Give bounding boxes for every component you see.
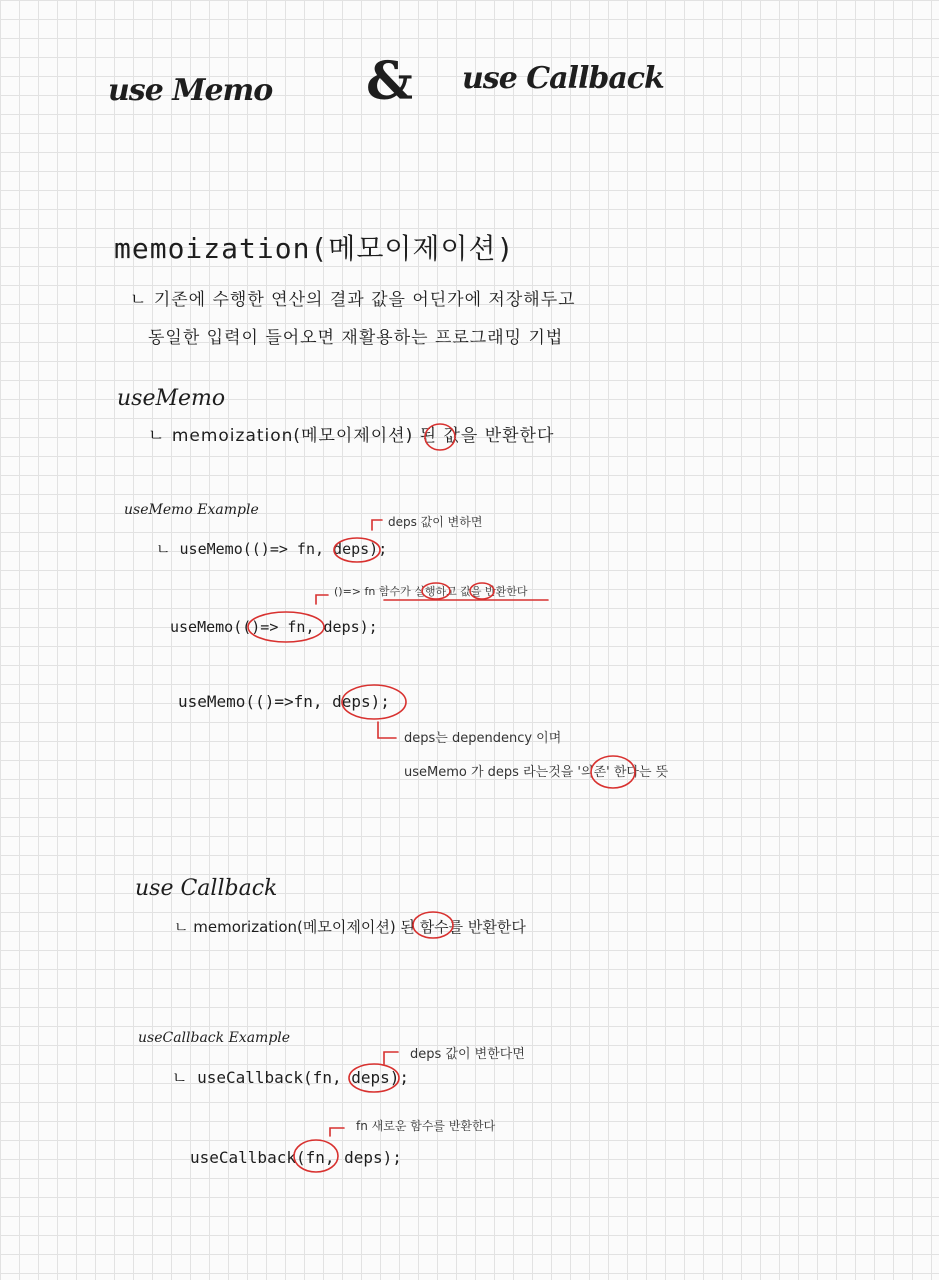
usememo-note-deps-line2: useMemo 가 deps 라는것을 '의존' 한다는 뜻 bbox=[404, 765, 669, 780]
title-usememo: use Memo bbox=[108, 73, 273, 108]
bracket-note-3 bbox=[378, 722, 396, 738]
usecallback-code-1: ㄴ useCallback(fn, deps); bbox=[172, 1068, 410, 1087]
usememo-code-3: useMemo(()=>fn, deps); bbox=[178, 692, 390, 711]
title-usecallback: use Callback bbox=[462, 61, 664, 96]
usememo-example-heading: useMemo Example bbox=[124, 502, 259, 518]
usecallback-desc: ㄴ memorization(메모이제이션) 된 함수를 반환한다 bbox=[174, 918, 526, 936]
circle-fn-cb bbox=[294, 1140, 338, 1172]
circle-deps-cb bbox=[349, 1064, 399, 1092]
circle-arrow-fn bbox=[248, 612, 324, 642]
circle-depend bbox=[591, 756, 635, 788]
usememo-code-1: ㄴ useMemo(()=> fn, deps); bbox=[156, 540, 388, 558]
usecallback-heading: use Callback bbox=[135, 876, 278, 901]
usememo-desc: ㄴ memoization(메모이제이션) 된 값을 반환한다 bbox=[148, 426, 555, 446]
title-ampersand: & bbox=[366, 51, 413, 112]
usecallback-code-2: useCallback(fn, deps); bbox=[190, 1148, 402, 1167]
memoization-heading: memoization(메모이제이션) bbox=[114, 232, 515, 265]
usememo-note-deps-change: deps 값이 변하면 bbox=[388, 515, 483, 529]
circle-function bbox=[413, 912, 453, 938]
bracket-cb-note-2 bbox=[330, 1128, 344, 1136]
circle-deps-3 bbox=[342, 685, 406, 719]
usecallback-note-new-fn: fn 새로운 함수를 반환한다 bbox=[356, 1119, 496, 1133]
usememo-heading: useMemo bbox=[117, 386, 226, 411]
bracket-note-1 bbox=[372, 520, 382, 530]
circle-run bbox=[422, 583, 450, 599]
usememo-note-fn-runs: ()=> fn 함수가 실행하고 값을 반환한다 bbox=[334, 585, 528, 598]
bracket-cb-note-1 bbox=[384, 1052, 398, 1064]
bracket-note-2 bbox=[316, 595, 328, 604]
usememo-code-2: useMemo(()=> fn, deps); bbox=[170, 618, 378, 636]
usecallback-note-deps-change: deps 값이 변한다면 bbox=[410, 1047, 525, 1062]
circle-value bbox=[425, 424, 455, 450]
circle-return bbox=[470, 583, 494, 599]
usecallback-example-heading: useCallback Example bbox=[138, 1030, 291, 1046]
circle-deps-1 bbox=[334, 538, 380, 562]
memoization-desc-line2: 동일한 입력이 들어오면 재활용하는 프로그래밍 기법 bbox=[148, 328, 564, 348]
usememo-note-deps-line1: deps는 dependency 이며 bbox=[404, 731, 562, 746]
memoization-desc-line1: ㄴ 기존에 수행한 연산의 결과 값을 어딘가에 저장해두고 bbox=[130, 290, 576, 310]
